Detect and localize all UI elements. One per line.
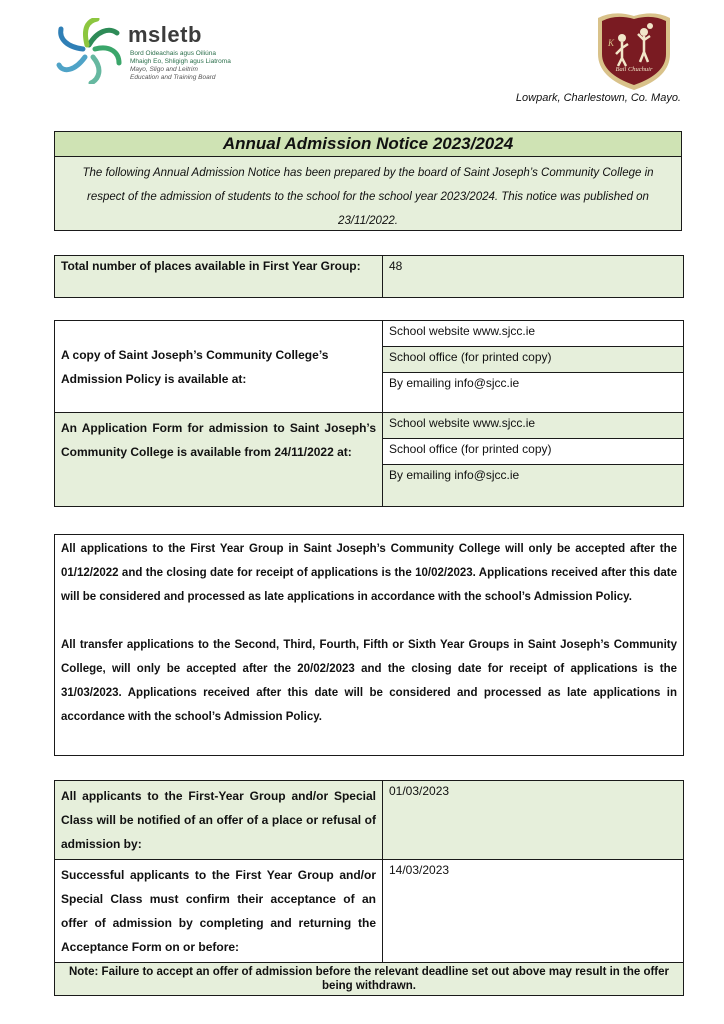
form-option-office: School office (for printed copy) (383, 439, 684, 465)
policy-option-office: School office (for printed copy) (383, 347, 684, 373)
msletb-logo (55, 18, 125, 84)
msletb-subtitle-2: Mhaigh Eo, Shligigh agus Liatroma (130, 58, 231, 65)
dates-table (54, 780, 684, 996)
notified-date: 01/03/2023 (383, 781, 684, 860)
form-option-email: By emailing info@sjcc.ie (383, 465, 684, 507)
first-year-applications-text: All applications to the First Year Group in Saint Joseph’s Community College will only be accepted after the 01/12/2022 and the closing date for receipt of applications is the 10/02/2023. Applications received after this date will be considered and processed as late applications in accordance with the school’s Admission Policy. (61, 543, 677, 603)
applications-box (54, 534, 684, 756)
notice-intro: The following Annual Admission Notice has been prepared by the board of Saint Joseph’s Community College in respect of the admission of students to the school for the school year 2023/2024. This notice was published on 23/11/2022. (82, 167, 654, 227)
withdrawal-note: Note: Failure to accept an offer of admission before the relevant deadline set out above may result in the offer being withdrawn. (55, 963, 684, 996)
confirm-label: Successful applicants to the First Year Group and/or Special Class must confirm their acceptance of an offer of admission by completing and returning the Acceptance Form on or before: (55, 860, 383, 963)
school-address: Lowpark, Charlestown, Co. Mayo. (515, 92, 681, 104)
form-option-website: School website www.sjcc.ie (383, 413, 684, 439)
crest-shield-icon (592, 8, 676, 92)
admission-notice-header (54, 131, 682, 231)
svg-text:K: K (608, 38, 615, 48)
places-label: Total number of places available in First Year Group: (55, 256, 383, 298)
confirm-date: 14/03/2023 (383, 860, 684, 963)
policy-option-email: By emailing info@sjcc.ie (383, 373, 684, 413)
policy-option-website: School website www.sjcc.ie (383, 321, 684, 347)
availability-table (54, 320, 684, 507)
application-form-label: An Application Form for admission to Saint Joseph’s Community College is available from 24/11/2022 at: (55, 413, 383, 507)
policy-label: A copy of Saint Joseph’s Community College’s Admission Policy is available at: (55, 321, 383, 413)
msletb-swirl-icon (55, 18, 125, 84)
notified-label: All applicants to the First-Year Group and/or Special Class will be notified of an offer of a place or refusal of admission by: (55, 781, 383, 860)
msletb-subtitle-1: Bord Oideachais agus Oiliúna (130, 50, 216, 57)
msletb-subtitle-4: Education and Training Board (130, 74, 216, 81)
msletb-name: msletb (128, 22, 202, 47)
crest-motto: Bail Chuchuir (615, 66, 653, 73)
msletb-subtitle-3: Mayo, Sligo and Leitrim (130, 66, 198, 73)
page-title: Annual Admission Notice 2023/2024 (55, 132, 681, 157)
school-crest-logo (592, 8, 676, 92)
places-table (54, 255, 684, 298)
places-value: 48 (383, 256, 684, 298)
transfer-applications-text: All transfer applications to the Second, Third, Fourth, Fifth or Sixth Year Groups in Saint Joseph’s Community College, will only be accepted after the 20/02/2023 and the closing date for receipt of applications is the 31/03/2023. Applications received after this date will be considered and processed as late applications in accordance with the school’s Admission Policy. (61, 639, 677, 723)
